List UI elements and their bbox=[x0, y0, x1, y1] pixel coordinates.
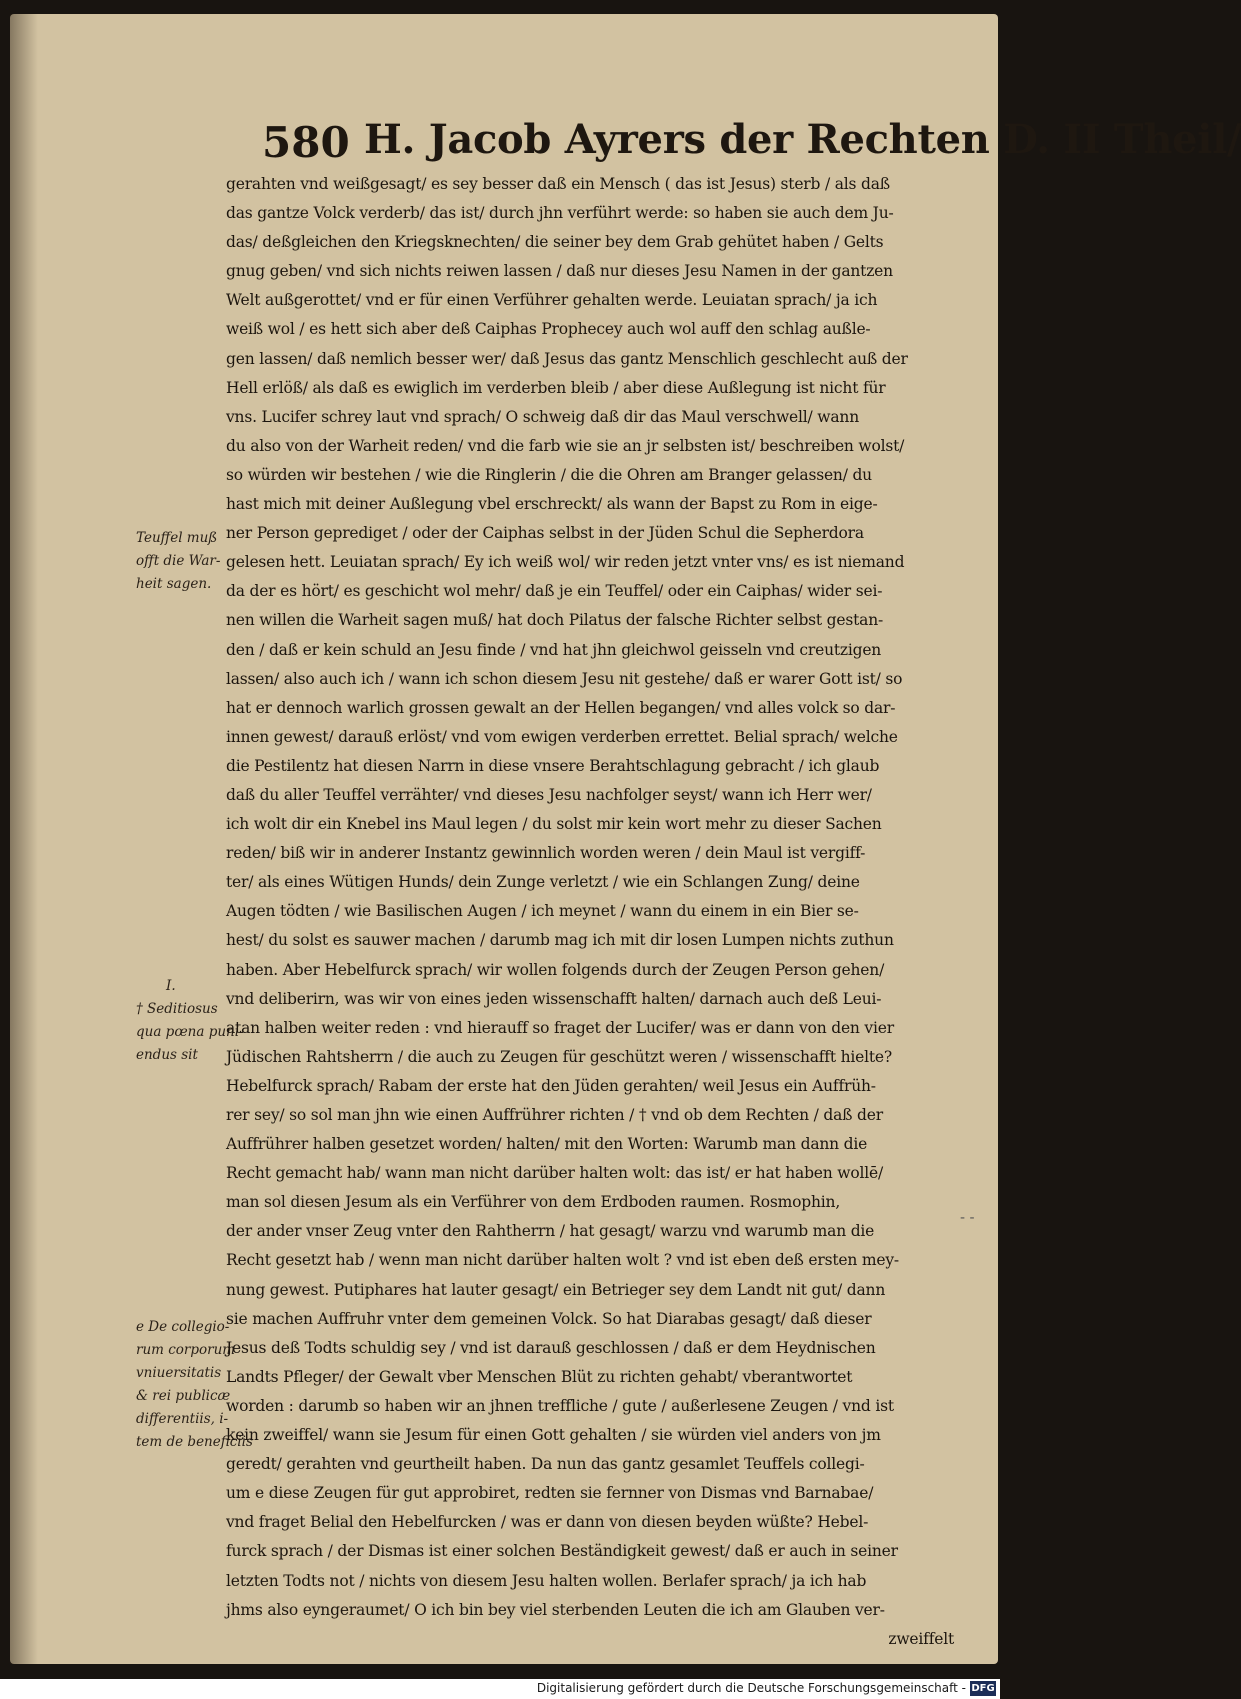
margin-note-line: tem de beneficiis bbox=[136, 1434, 253, 1450]
text-line: das/ deßgleichen den Kriegsknechten/ die seiner bey dem Grab gehütet haben / Gelts bbox=[226, 233, 884, 252]
text-line: atan halben weiter reden : vnd hierauff so fraget der Lucifer/ was er dann von den vier bbox=[226, 1018, 894, 1037]
text-line: daß du aller Teuffel verrähter/ vnd dieses Jesu nachfolger seyst/ wann ich Herr wer/ bbox=[226, 785, 872, 804]
text-line: nung gewest. Putiphares hat lauter gesagt/ ein Betrieger sey dem Landt nit gut/ dann bbox=[226, 1280, 886, 1299]
text-line: Recht gemacht hab/ wann man nicht darüber halten wolt: das ist/ er hat haben wollē/ bbox=[226, 1164, 883, 1183]
footer-credit: Digitalisierung gefördert durch die Deutsche Forschungsgemeinschaft - bbox=[536, 1681, 966, 1695]
text-line: jhms also eyngeraumet/ O ich bin bey viel sterbenden Leuten die ich am Glauben ver- bbox=[226, 1600, 885, 1619]
margin-note-line: e De collegio- bbox=[136, 1319, 230, 1335]
text-line: Recht gesetzt hab / wenn man nicht darüber halten wolt ? vnd ist eben deß ersten mey- bbox=[226, 1251, 899, 1270]
text-line: Hebelfurck sprach/ Rabam der erste hat den Jüden gerahten/ weil Jesus ein Auffrüh- bbox=[226, 1076, 876, 1095]
margin-note-line: heit sagen. bbox=[136, 576, 212, 592]
text-line: gerahten vnd weißgesagt/ es sey besser daß ein Mensch ( das ist Jesus) sterb / als daß bbox=[226, 175, 890, 193]
text-line: da der es hört/ es geschicht wol mehr/ daß je ein Teuffel/ oder ein Caiphas/ wider sei- bbox=[226, 582, 883, 601]
text-line: gnug geben/ vnd sich nichts reiwen lassen / daß nur dieses Jesu Namen in der gantzen bbox=[226, 262, 893, 281]
text-line: Landts Pfleger/ der Gewalt vber Menschen Blüt zu richten gehabt/ vberantwortet bbox=[226, 1367, 853, 1386]
text-line: vnd fraget Belial den Hebelfurcken / was er dann von diesen beyden wüßte? Hebel- bbox=[226, 1513, 869, 1532]
text-line: so würden wir bestehen / wie die Ringlerin / die die Ohren am Branger gelassen/ du bbox=[226, 465, 872, 484]
text-line: vnd deliberirn, was wir von eines jeden wissenschafft halten/ darnach auch deß Leui- bbox=[226, 989, 882, 1008]
margin-note-line: offt die War- bbox=[136, 553, 221, 569]
text-line: sie machen Auffruhr vnter dem gemeinen Volck. So hat Diarabas gesagt/ daß dieser bbox=[226, 1309, 872, 1328]
text-line: gen lassen/ daß nemlich besser wer/ daß Jesus das gantz Menschlich geschlecht auß der bbox=[226, 349, 908, 368]
margin-note-line: vniuersitatis bbox=[136, 1365, 222, 1381]
footer-bar bbox=[0, 1679, 1000, 1699]
text-line: worden : darumb so haben wir an jhnen treffliche / gute / außerlesene Zeugen / vnd ist bbox=[226, 1396, 894, 1415]
text-line: kein zweiffel/ wann sie Jesum für einen Gott gehalten / sie würden viel anders von jm bbox=[226, 1426, 881, 1445]
text-line: man sol diesen Jesum als ein Verführer von dem Erdboden raumen. Rosmophin, bbox=[226, 1193, 841, 1212]
margin-note-line: differentiis, i- bbox=[136, 1411, 229, 1427]
text-line: den / daß er kein schuld an Jesu finde / vnd hat jhn gleichwol geisseln vnd creutzigen bbox=[226, 640, 882, 659]
text-line: Augen tödten / wie Basilischen Augen / ich meynet / wann du einem in ein Bier se- bbox=[226, 902, 859, 921]
text-line: gelesen hett. Leuiatan sprach/ Ey ich weiß wol/ wir reden jetzt vnter vns/ es ist niemand bbox=[226, 553, 905, 572]
margin-note-line: † Seditiosus bbox=[136, 1001, 218, 1017]
margin-note-line: endus sit bbox=[136, 1047, 198, 1063]
text-line: lassen/ also auch ich / wann ich schon diesem Jesu nit gestehe/ daß er warer Gott ist/ so bbox=[226, 669, 903, 688]
margin-note-line: I. bbox=[166, 978, 176, 994]
text-line: Welt außgerottet/ vnd er für einen Verführer gehalten werde. Leuiatan sprach/ ja ich bbox=[226, 291, 878, 310]
text-line: ter/ als eines Wütigen Hunds/ dein Zunge verletzt / wie ein Schlangen Zung/ deine bbox=[226, 873, 860, 892]
running-head: H. Jacob Ayrers der Rechten D. II Theil/ bbox=[364, 116, 1241, 163]
page-number: 580 bbox=[262, 118, 350, 167]
text-line: innen gewest/ darauß erlöst/ vnd vom ewigen verderben errettet. Belial sprach/ welche bbox=[226, 727, 898, 746]
margin-note-line: & rei publicæ bbox=[136, 1388, 231, 1404]
text-line: reden/ biß wir in anderer Instantz gewinnlich worden weren / dein Maul ist vergiff- bbox=[226, 844, 866, 863]
text-line: Hell erlöß/ als daß es ewiglich im verderben bleib / aber diese Außlegung ist nicht für bbox=[226, 378, 886, 397]
text-line: Jüdischen Rahtsherrn / die auch zu Zeugen für geschützt weren / wissenschafft hielte? bbox=[226, 1047, 892, 1066]
text-line: das gantze Volck verderb/ das ist/ durch jhn verführt werde: so haben sie auch dem Ju- bbox=[226, 204, 894, 223]
edge-marks: - - bbox=[960, 1210, 975, 1226]
text-line: Jesus deß Todts schuldig sey / vnd ist darauß geschlossen / daß er dem Heydnischen bbox=[226, 1338, 876, 1357]
text-line: vns. Lucifer schrey laut vnd sprach/ O schweig daß dir das Maul verschwell/ wann bbox=[226, 407, 859, 426]
text-line: geredt/ gerahten vnd geurtheilt haben. Da nun das gantz gesamlet Teuffels collegi- bbox=[226, 1455, 865, 1474]
text-line: ich wolt dir ein Knebel ins Maul legen / du solst mir kein wort mehr zu dieser Sachen bbox=[226, 815, 882, 834]
binding-shadow bbox=[10, 14, 38, 1664]
margin-note-line: qua pœna puni- bbox=[136, 1024, 244, 1040]
text-line: hat er dennoch warlich grossen gewalt an der Hellen begangen/ vnd alles volck so dar- bbox=[226, 698, 896, 717]
text-line: der ander vnser Zeug vnter den Rahtherrn / hat gesagt/ warzu vnd warumb man die bbox=[226, 1222, 875, 1241]
text-line: rer sey/ so sol man jhn wie einen Auffrührer richten / † vnd ob dem Rechten / daß der bbox=[226, 1106, 883, 1124]
text-line: furck sprach / der Dismas ist einer solchen Beständigkeit gewest/ daß er auch in seiner bbox=[226, 1542, 898, 1561]
text-line: die Pestilentz hat diesen Narrn in diese vnsere Berahtschlagung gebracht / ich glaub bbox=[226, 756, 880, 775]
catchword: zweiffelt bbox=[888, 1629, 954, 1648]
text-line: Auffrührer halben gesetzet worden/ halten/ mit den Worten: Warumb man dann die bbox=[226, 1135, 868, 1154]
text-line: haben. Aber Hebelfurck sprach/ wir wollen folgends durch der Zeugen Person gehen/ bbox=[226, 960, 885, 979]
text-line: du also von der Warheit reden/ vnd die farb wie sie an jr selbsten ist/ beschreiben wolst/ bbox=[226, 436, 905, 455]
margin-note-line: rum corporum bbox=[136, 1342, 236, 1358]
margin-note-line: Teuffel muß bbox=[136, 530, 218, 546]
text-line: nen willen die Warheit sagen muß/ hat doch Pilatus der falsche Richter selbst gestan- bbox=[226, 611, 884, 630]
text-line: um e diese Zeugen für gut approbiret, redten sie fernner von Dismas vnd Barnabae/ bbox=[226, 1484, 874, 1503]
text-line: hest/ du solst es sauwer machen / darumb mag ich mit dir losen Lumpen nichts zuthun bbox=[226, 931, 894, 950]
body-text bbox=[226, 170, 978, 1654]
text-line: ner Person geprediget / oder der Caiphas selbst in der Jüden Schul die Sepherdora bbox=[226, 524, 864, 543]
text-line: weiß wol / es hett sich aber deß Caiphas Prophecey auch wol auff den schlag außle- bbox=[226, 320, 871, 339]
text-line: letzten Todts not / nichts von diesem Jesu halten wollen. Berlafer sprach/ ja ich hab bbox=[226, 1571, 867, 1590]
text-line: hast mich mit deiner Außlegung vbel erschreckt/ als wann der Bapst zu Rom in eige- bbox=[226, 495, 878, 514]
dfg-logo: DFG bbox=[971, 1683, 995, 1694]
